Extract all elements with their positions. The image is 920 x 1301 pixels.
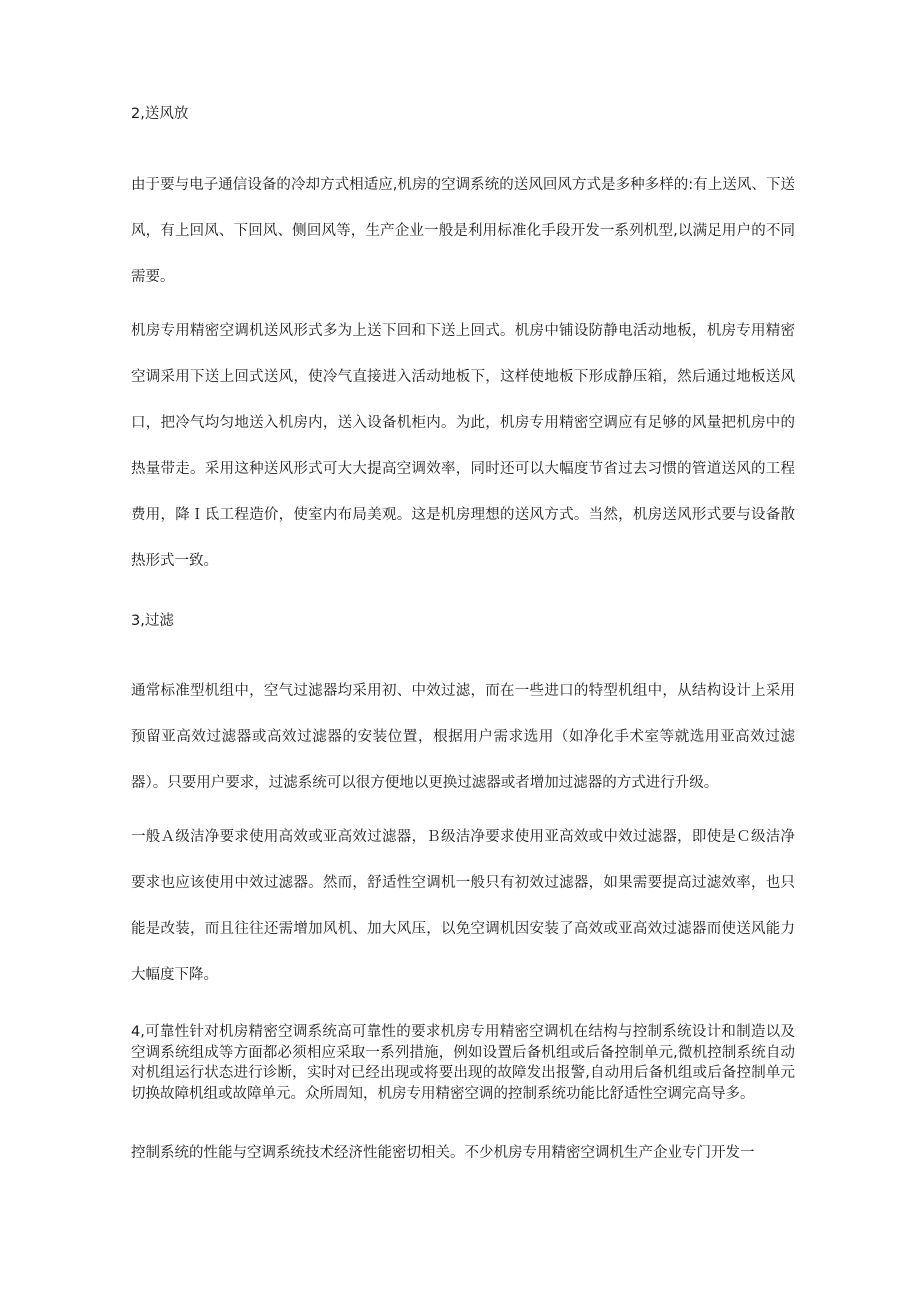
section-3-heading: 3,过滤 — [131, 613, 174, 629]
section-4-paragraph-1: 4,可靠性针对机房精密空调系统高可靠性的要求机房专用精密空调机在结构与控制系统设计和制造以及空调系统组成等方面都必须相应采取一系列措施，例如设置后备机组或后备控制单元,微机控制系统自动对机组运行状态进行诊断，实时对已经出现或将要出现的故障发出报警,自动用后备机组或后备控制单元切换故障机组或故障单元。众所周知，机房专用精密空调的控制系统功能比舒适性空调完高导多。 — [131, 1024, 795, 1102]
section-2-paragraph-1: 由于要与电子通信设备的冷却方式相适应,机房的空调系统的送风回风方式是多种多样的:有上送风、下送风，有上回风、下回风、侧回风等，生产企业一般是利用标准化手段开发一系列机型,以满足用户的不同需要。 — [131, 177, 795, 285]
section-3-paragraph-1: 通常标准型机组中，空气过滤器均采用初、中效过滤，而在一些进口的特型机组中，从结构设计上采用预留亚高效过滤器或高效过滤器的安装位置，根据用户需求选用（如净化手术室等就选用亚高效过滤器）。只要用户要求，过滤系统可以很方便地以更换过滤器或者增加过滤器的方式进行升级。 — [131, 683, 795, 791]
section-4-paragraph-2: 控制系统的性能与空调系统技术经济性能密切相关。不少机房专用精密空调机生产企业专门开发一 — [131, 1145, 755, 1161]
section-3-paragraph-2: 一般Ａ级洁净要求使用高效或亚高效过滤器，Ｂ级洁净要求使用亚高效或中效过滤器，即使是Ｃ级洁净要求也应该使用中效过滤器。然而，舒适性空调机一般只有初效过滤器，如果需要提高过滤效率，也只能是改装，而且往往还需增加风机、加大风压，以免空调机因安装了高效或亚高效过滤器而使送风能力大幅度下降。 — [131, 829, 795, 983]
section-2-heading: 2,送风放 — [131, 106, 189, 122]
section-2-paragraph-2: 机房专用精密空调机送风形式多为上送下回和下送上回式。机房中铺设防静电活动地板，机房专用精密空调采用下送上回式送风，使冷气直接进入活动地板下，这样使地板下形成静压箱，然后通过地板送风口，把冷气均匀地送入机房内，送入设备机柜内。为此，机房专用精密空调应有足够的风量把机房中的热量带走。采用这种送风形式可大大提高空调效率，同时还可以大幅度节省过去习惯的管道送风的工程费用，降Ｉ氐工程造价，使室内布局美观。这是机房理想的送风方式。当然，机房送风形式要与设备散热形式一致。 — [131, 323, 795, 569]
